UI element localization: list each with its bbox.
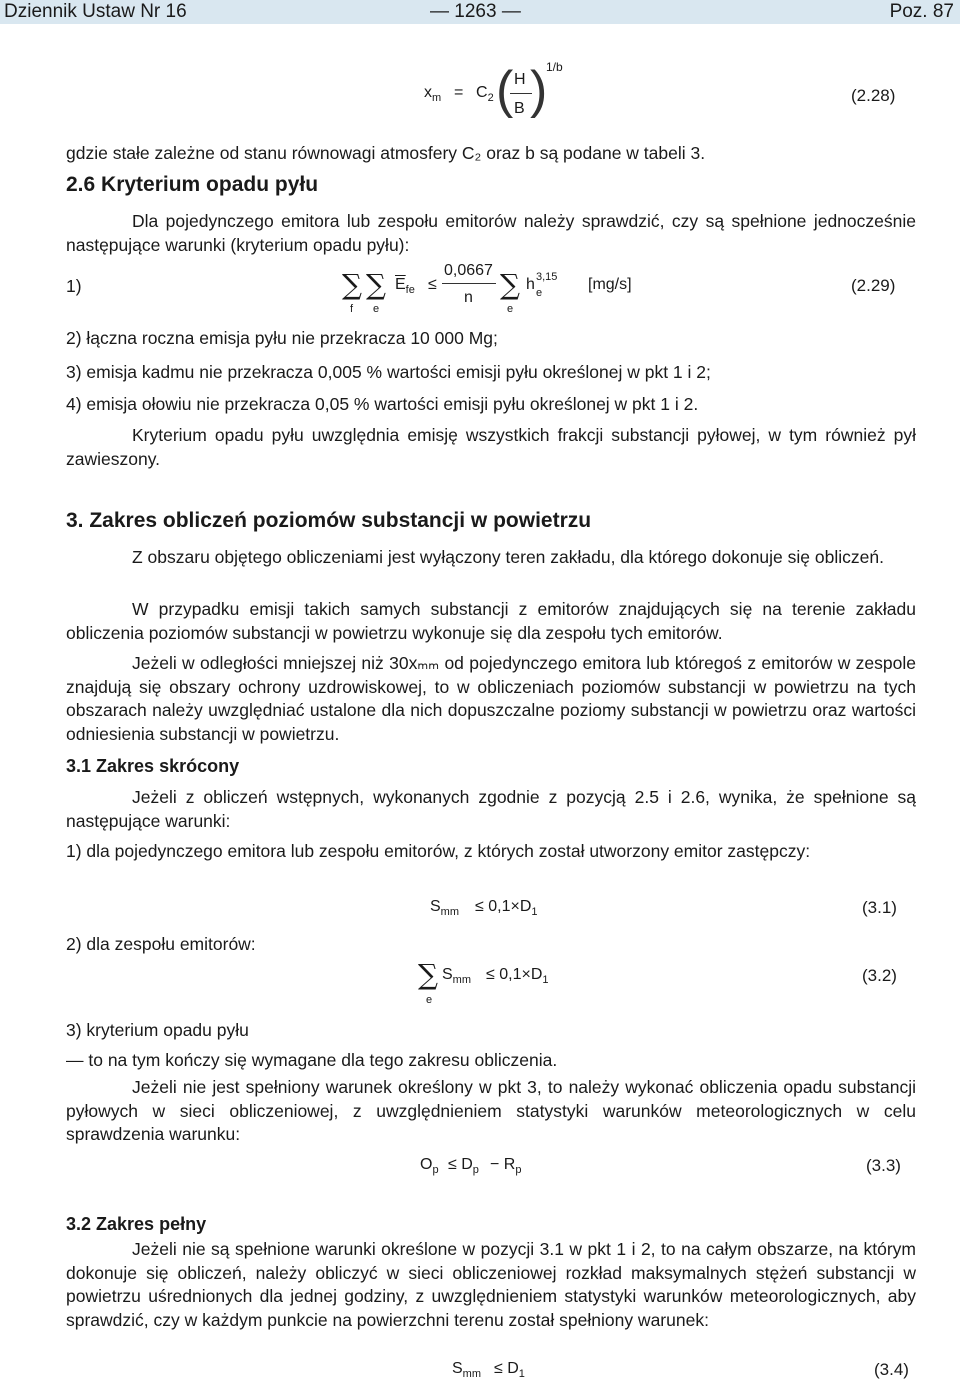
eq-exponent: 1/b [546, 60, 563, 74]
eq-var-e-bar: $\overline{E}$ [395, 276, 406, 293]
paragraph-jezeli-4: Jeżeli nie są spełnione warunki określone w pozycji 3.1 w pkt 1 i 2, to na całym obszarze, na którym dokonuje się obliczeń, należy obliczyć w sieci obliczeniowej rozkład maksymalnych stężeń substancji w powietrzu uśrednionych dla jednej godziny, z uwzględnieniem statystyki warunków meteorologicznych, aby sprawdzić, czy w każdym punkcie na powierzchni terenu został spełniony warunek: [66, 1239, 916, 1330]
sum-index-f: f [350, 303, 354, 315]
dash-line: — to na tym kończy się wymagane dla tego zakresu obliczenia. [66, 1050, 558, 1070]
list-item-marker: 1) [66, 276, 82, 296]
sum-symbol: ∑ [342, 268, 362, 301]
eq-var-s: S [442, 966, 453, 983]
paragraph-gdzie: gdzie stałe zależne od stanu równowagi atmosfery C₂ oraz b są podane w tabeli 3. [66, 143, 706, 163]
sum-index-e: e [507, 303, 514, 315]
eq-var-h: h [526, 276, 535, 293]
eq-label-2-28: (2.28) [851, 86, 896, 105]
eq-label-3-1: (3.1) [862, 898, 897, 917]
eq-equals: = [454, 84, 464, 101]
paragraph-jezeli-1: Jeżeli w odległości mniejszej niż 30xₘₘ od pojedynczego emitora lub któregoś z emitorów w zespole znajdują się obszary ochrony uzdrowiskowej, to w obliczeniach poziomów substancji w powietrzu na tych obszarach należy uwzględniać ustalone dla nich dopuszczalne poziomy substancji w powietrzu oraz wartości odniesienia substancji w powietrzu. [66, 653, 916, 744]
list-item: 3) kryterium opadu pyłu [66, 1020, 249, 1040]
heading-3: 3. Zakres obliczeń poziomów substancji w powietrzu [66, 509, 592, 532]
paragraph-z-obszaru: Z obszaru objętego obliczeniami jest wyłączony teren zakładu, dla którego dokonuje się obliczeń. [132, 547, 884, 567]
document-page: Dziennik Ustaw Nr 16 — 1263 — Poz. 87 $x_m$ = $C_2$ ( H B ) 1/b (2.28) gdzie stałe zależne od stanu równowagi atmosfery C₂ oraz b są podane w tabeli 3. 2.6 Kryterium opadu pyłu Dla pojedynczego emitora lub zespołu emitorów należy sprawdzić, czy są spełnione jednocześnie następujące warunki (kryterium opadu pyłu): 1) ∑ ∑ f e $\overline{E}_{fe}$ ≤ 0,0667 n ∑ e h 3,15 e [mg/s] (2.29) 2) łączna roczna emisja pyłu nie przekracza 10 000 Mg; 3) emisja kadmu nie przekracza 0,005 % wartości emisji pyłu określonej w pkt 1 i 2; 4) emisja ołowiu nie przekracza 0,05 % wartości emisji pyłu określonej w pkt 1 i 2. Kryterium opadu pyłu uwzględnia emisję wszystkich frakcji substancji pyłowej, w tym również pył zawieszony. 3. Zakres obliczeń poziomów substancji w powietrzu Z obszaru objętego obliczeniami jest wyłączony teren zakładu, dla którego dokonuje się obliczeń. W przypadku emisji takich samych substancji z emitorów znajdujących się na terenie zakładu obliczenia poziomów substancji w powietrzu wykonuje się dla zespołu tych emitorów. Jeżeli w odległości mniejszej niż 30xₘₘ od pojedynczego emitora lub któregoś z emitorów w zespole znajdują się obszary ochrony uzdrowiskowej, to w obliczeniach poziomów substancji w powietrzu na tych obszarach należy uwzględniać ustalone dla nich dopuszczalne poziomy substancji w powietrzu oraz wartości odniesienia substancji w powietrzu. 3.1 Zakres skrócony Jeżeli z obliczeń wstępnych, wykonanych zgodnie z pozycją 2.5 i 2.6, wynika, że spełnione są następujące warunki: 1) dla pojedynczego emitora lub zespołu emitorów, z których został utworzony emitor zastępczy: $S_{mm}$ ≤ $0,1\times D_1$ (3.1) 2) dla zespołu emitorów: ∑ e $S_{mm}$ ≤ $0,1\times D_1$ (3.2) 3) kryterium opadu pyłu — to na tym kończy się wymagane dla tego zakresu obliczenia. Jeżeli nie jest spełniony warunek określony w pkt 3, to należy wykonać obliczenia opadu substancji pyłowych w sieci obliczeniowej, z uwzględnieniem statystyki warunków meteorologicznych w celu sprawdzenia warunku: $O_p$ ≤ $D_p$ − $R_p$ (3.3) 3.2 Zakres pełny Jeżeli nie są spełnione warunki określone w pozycji 3.1 w pkt 1 i 2, to na całym obszarze, na którym dokonuje się obliczeń, należy obliczyć w sieci obliczeniowej rozkład maksymalnych stężeń substancji w powietrzu uśrednionych dla jednej godziny, z uwzględnieniem statystyki warunków meteorologicznych, aby sprawdzić, czy w każdym punkcie na powierzchni terenu został spełniony warunek: $S_{mm}$ ≤ $D_1$ (3.4) [0, 0, 960, 1384]
eq-h-sup: 3,15 [536, 271, 558, 283]
eq-minus-r: − R [490, 1156, 516, 1173]
paragraph-w-przypadku: W przypadku emisji takich samych substancji z emitorów znajdujących się na terenie zakładu obliczenia poziomów substancji w powietrzu wykonuje się dla zespołu tych emitorów. [66, 599, 916, 643]
eq-label-3-3: (3.3) [866, 1156, 901, 1175]
paragraph-kryterium: Kryterium opadu pyłu uwzględnia emisję wszystkich frakcji substancji pyłowej, w tym również pył zawieszony. [66, 425, 916, 469]
list-item: 2) łączna roczna emisja pyłu nie przekracza 10 000 Mg; [66, 328, 498, 348]
eq-h-sub: e [536, 287, 543, 299]
eq-relation: ≤ D [494, 1360, 519, 1377]
eq-relation: ≤ 0,1×D [475, 898, 532, 915]
sum-symbol: ∑ [500, 268, 520, 301]
eq-label-3-4: (3.4) [874, 1360, 909, 1379]
eq-var-s: S [430, 898, 441, 915]
page-header [0, 0, 960, 24]
heading-2-6: 2.6 Kryterium opadu pyłu [66, 173, 319, 196]
list-item: 3) emisja kadmu nie przekracza 0,005 % wartości emisji pyłu określonej w pkt 1 i 2; [66, 362, 711, 382]
list-item: 4) emisja ołowiu nie przekracza 0,05 % wartości emisji pyłu określonej w pkt 1 i 2. [66, 394, 699, 414]
eq-var-c: C [476, 84, 488, 101]
eq-frac-num: 0,0667 [444, 262, 493, 279]
list-item: 1) dla pojedynczego emitora lub zespołu emitorów, z których został utworzony emitor zastępczy: [66, 841, 811, 861]
sum-index-e: e [426, 994, 433, 1006]
sum-symbol: ∑ [418, 958, 438, 991]
eq-leq: ≤ [428, 276, 437, 293]
eq-relation: ≤ D [448, 1156, 473, 1173]
paragraph-jezeli-3: Jeżeli nie jest spełniony warunek określony w pkt 3, to należy wykonać obliczenia opadu substancji pyłowych w sieci obliczeniowej, z uwzględnieniem statystyki warunków meteorologicznych w celu sprawdzenia warunku: [66, 1077, 916, 1144]
journal-title: Dziennik Ustaw Nr 16 [4, 1, 187, 22]
eq-var-o: O [420, 1156, 433, 1173]
eq-var-b: B [514, 100, 525, 117]
sum-symbol: ∑ [366, 268, 386, 301]
page-number: — 1263 — [430, 1, 521, 22]
list-item: 2) dla zespołu emitorów: [66, 934, 256, 954]
eq-relation: ≤ 0,1×D [486, 966, 543, 983]
eq-label-2-29: (2.29) [851, 276, 896, 295]
eq-label-3-2: (3.2) [862, 966, 897, 985]
paragraph-dla: Dla pojedynczego emitora lub zespołu emitorów należy sprawdzić, czy są spełnione jednocześnie następujące warunki (kryterium opadu pyłu): [66, 211, 916, 255]
heading-3-2: 3.2 Zakres pełny [66, 1214, 207, 1234]
eq-unit: [mg/s] [588, 276, 632, 293]
eq-var-h: H [514, 71, 526, 88]
heading-3-1: 3.1 Zakres skrócony [66, 756, 240, 776]
eq-var-s: S [452, 1360, 463, 1377]
sum-index-e: e [373, 303, 380, 315]
eq-frac-den: n [464, 289, 473, 306]
position-number: Poz. 87 [889, 1, 954, 22]
paragraph-jezeli-2: Jeżeli z obliczeń wstępnych, wykonanych zgodnie z pozycją 2.5 i 2.6, wynika, że spełnione są następujące warunki: [66, 787, 916, 831]
eq-var-x: x [424, 84, 432, 101]
